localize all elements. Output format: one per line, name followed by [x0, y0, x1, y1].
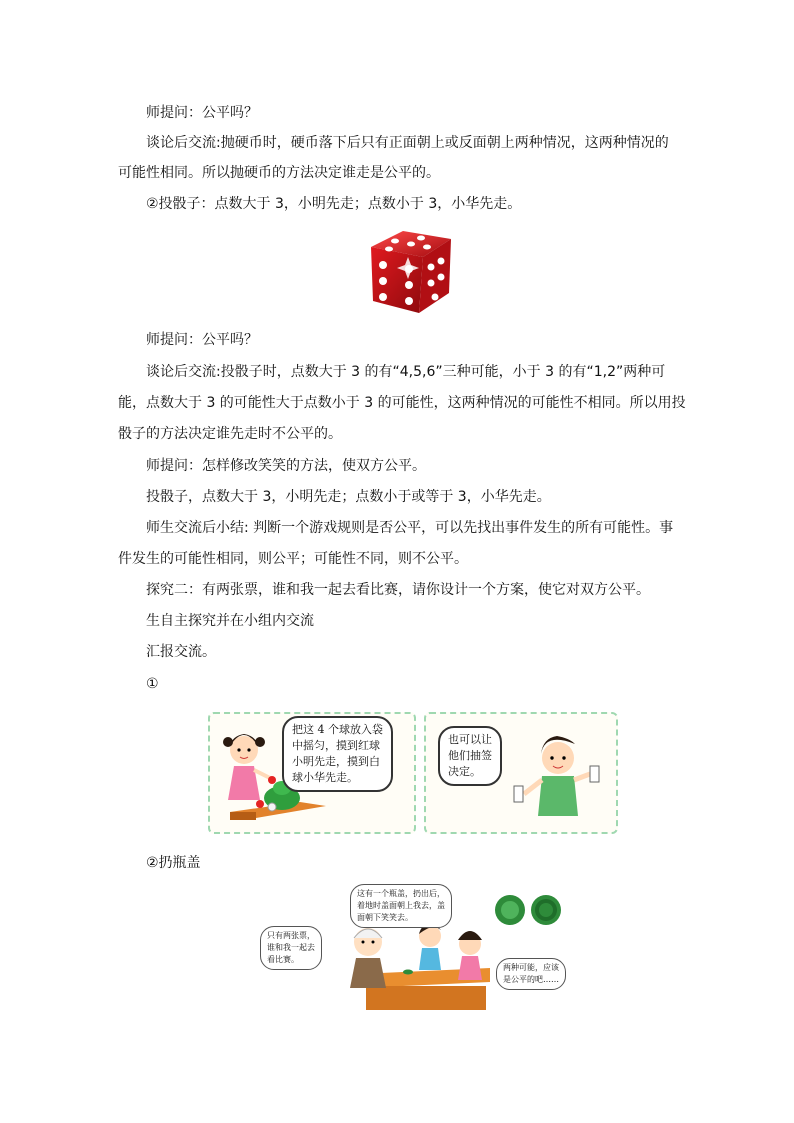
- summary-1: 师生交流后小结: 判断一个游戏规则是否公平，可以先找出事件发生的所有可能性。事: [146, 520, 674, 536]
- dice-rule: ②投骰子：点数大于 3，小明先走；点数小于 3，小华先走。: [146, 196, 522, 212]
- item-two-bottle-cap: ②扔瓶盖: [146, 855, 201, 871]
- figure1-left-panel: [208, 712, 416, 834]
- bubble-top: 这有一个瓶盖，扔出后， 着地时盖面朝上我去，盖 面朝下笑笑去。: [350, 884, 452, 928]
- teacher-question-2: 师提问：公平吗？: [146, 332, 258, 348]
- report-exchange: 汇报交流。: [146, 644, 216, 660]
- figure2-bottle-cap-scene: [258, 882, 568, 1014]
- boy-speech-bubble: 也可以让 他们抽签 决定。: [438, 726, 502, 786]
- teacher-question-3: 师提问：怎样修改笑笑的方法，使双方公平。: [146, 458, 426, 474]
- discussion-dice-2: 能，点数大于 3 的可能性大于点数小于 3 的可能性，这两种情况的可能性不相同。所以用投: [118, 395, 686, 411]
- figure1-right-panel: [424, 712, 618, 834]
- discussion-coin-1: 谈论后交流:抛硬币时，硬币落下后只有正面朝上或反面朝上两种情况，这两种情况的: [146, 135, 669, 151]
- discussion-dice-3: 骰子的方法决定谁先走时不公平的。: [118, 426, 342, 442]
- discussion-dice-1: 谈论后交流:投骰子时，点数大于 3 的有“4,5,6”三种可能，小于 3 的有“1,2”两种可: [146, 364, 666, 380]
- exploration-two: 探究二：有两张票，谁和我一起去看比赛，请你设计一个方案，使它对双方公平。: [146, 582, 650, 598]
- girl-speech-bubble: 把这 4 个球放入袋 中摇匀，摸到红球 小明先走，摸到白 球小华先走。: [282, 716, 393, 792]
- item-one-marker: ①: [146, 676, 159, 692]
- summary-2: 件发生的可能性相同，则公平；可能性不同，则不公平。: [118, 551, 468, 567]
- bubble-left: 只有两张票， 谁和我一起去 看比赛。: [260, 926, 322, 970]
- teacher-question-1: 师提问：公平吗？: [146, 105, 258, 121]
- modified-rule: 投骰子，点数大于 3，小明先走；点数小于或等于 3，小华先走。: [146, 489, 551, 505]
- student-explore: 生自主探究并在小组内交流: [146, 613, 314, 629]
- bubble-right: 两种可能，应该 是公平的吧……: [496, 958, 566, 990]
- discussion-coin-2: 可能性相同。所以抛硬币的方法决定谁走是公平的。: [118, 165, 440, 181]
- dice-image: [365, 225, 457, 317]
